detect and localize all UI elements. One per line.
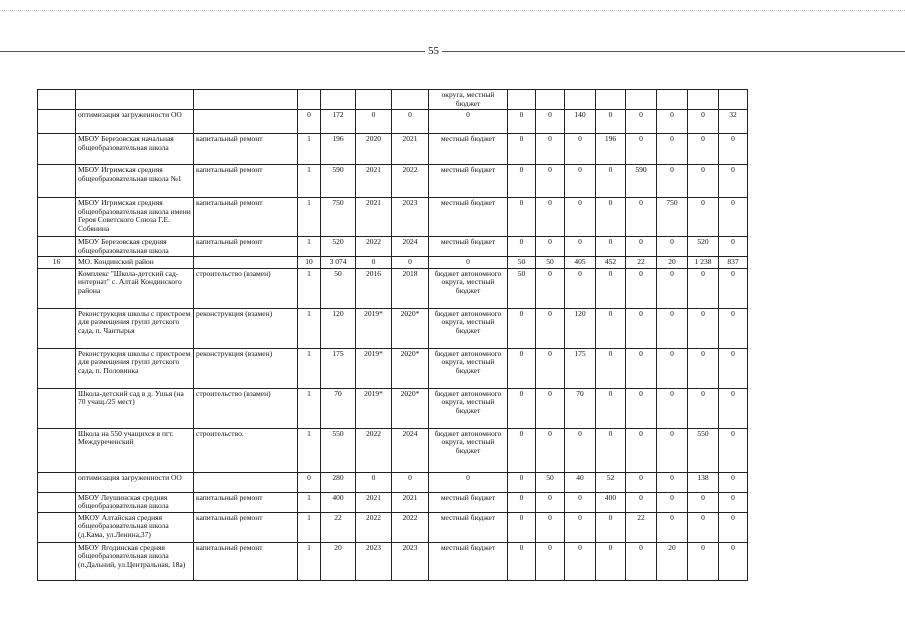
work-type-cell	[194, 90, 298, 110]
value-cell: 0	[719, 165, 748, 198]
value-cell: 0	[719, 492, 748, 512]
row-number-cell	[38, 237, 76, 257]
work-type-cell	[194, 472, 298, 492]
value-cell: 0	[688, 512, 719, 542]
value-cell	[626, 90, 657, 110]
start-year-cell: 2022	[356, 512, 392, 542]
value-cell: 0	[719, 134, 748, 165]
row-number-cell	[38, 308, 76, 348]
capacity-cell: 50	[321, 268, 356, 308]
value-cell: 0	[719, 237, 748, 257]
value-cell: 52	[596, 472, 626, 492]
work-type-cell: строительство.	[194, 428, 298, 472]
row-number-cell	[38, 268, 76, 308]
start-year-cell: 2020	[356, 134, 392, 165]
value-cell: 0	[688, 388, 719, 428]
work-type-cell: капитальный ремонт	[194, 198, 298, 237]
table-row	[38, 237, 748, 257]
capacity-cell: 196	[321, 134, 356, 165]
value-cell: 0	[508, 472, 536, 492]
capacity-cell: 550	[321, 428, 356, 472]
value-cell: 1 238	[688, 257, 719, 269]
value-cell: 0	[565, 237, 596, 257]
funding-source-cell: местный бюджет	[429, 198, 508, 237]
funding-source-cell: местный бюджет	[429, 542, 508, 580]
object-count-cell: 0	[298, 110, 321, 134]
capacity-cell: 22	[321, 512, 356, 542]
funding-source-cell: бюджет автономного округа, местный бюджет	[429, 268, 508, 308]
table-row	[38, 90, 748, 110]
funding-source-cell: местный бюджет	[429, 492, 508, 512]
value-cell: 0	[626, 110, 657, 134]
start-year-cell: 2021	[356, 165, 392, 198]
value-cell: 0	[596, 308, 626, 348]
value-cell: 0	[719, 268, 748, 308]
start-year-cell: 2021	[356, 492, 392, 512]
value-cell: 405	[565, 257, 596, 269]
value-cell: 120	[565, 308, 596, 348]
object-name-cell: Школа-детский сад в д. Ушья (на 70 учащ./25 мест)	[76, 388, 194, 428]
object-name-cell: Школа на 550 учащихся в пгт. Междуреченский	[76, 428, 194, 472]
end-year-cell: 2020*	[392, 348, 429, 388]
value-cell: 0	[596, 348, 626, 388]
value-cell: 0	[508, 492, 536, 512]
object-name-cell: МБОУ Леушинская средняя общеобразовательная школа	[76, 492, 194, 512]
funding-source-cell: бюджет автономного округа, местный бюджет	[429, 428, 508, 472]
end-year-cell	[392, 90, 429, 110]
value-cell: 0	[626, 492, 657, 512]
work-type-cell: капитальный ремонт	[194, 492, 298, 512]
row-number-cell: 16	[38, 257, 76, 269]
capacity-cell: 175	[321, 348, 356, 388]
value-cell: 50	[536, 257, 565, 269]
capacity-cell: 172	[321, 110, 356, 134]
object-name-cell: МБОУ Ягодинская средняя общеобразовательная школа (п.Дальний, ул.Центральная, 18а)	[76, 542, 194, 580]
value-cell: 0	[626, 542, 657, 580]
work-type-cell: капитальный ремонт	[194, 512, 298, 542]
scan-top-edge	[0, 10, 905, 11]
object-count-cell: 1	[298, 492, 321, 512]
end-year-cell: 2022	[392, 512, 429, 542]
value-cell: 0	[565, 492, 596, 512]
value-cell: 0	[536, 428, 565, 472]
value-cell: 0	[626, 237, 657, 257]
object-name-cell: оптимизация загруженности ОО	[76, 110, 194, 134]
value-cell: 0	[719, 198, 748, 237]
row-number-cell	[38, 165, 76, 198]
value-cell: 750	[657, 198, 688, 237]
start-year-cell: 0	[356, 257, 392, 269]
value-cell	[719, 90, 748, 110]
value-cell: 0	[565, 198, 596, 237]
object-count-cell	[298, 90, 321, 110]
value-cell: 70	[565, 388, 596, 428]
value-cell: 196	[596, 134, 626, 165]
value-cell: 0	[565, 428, 596, 472]
value-cell: 0	[657, 388, 688, 428]
value-cell: 138	[688, 472, 719, 492]
table-row	[38, 198, 748, 237]
value-cell: 0	[565, 512, 596, 542]
value-cell: 0	[536, 134, 565, 165]
work-type-cell: капитальный ремонт	[194, 237, 298, 257]
value-cell: 0	[536, 388, 565, 428]
object-count-cell: 10	[298, 257, 321, 269]
value-cell: 0	[596, 428, 626, 472]
value-cell: 0	[719, 542, 748, 580]
row-number-cell	[38, 110, 76, 134]
value-cell: 0	[626, 308, 657, 348]
value-cell: 0	[719, 472, 748, 492]
value-cell: 0	[626, 388, 657, 428]
table-row	[38, 134, 748, 165]
value-cell: 0	[536, 512, 565, 542]
start-year-cell: 2016	[356, 268, 392, 308]
value-cell: 0	[657, 472, 688, 492]
work-type-cell: реконструкция (взамен)	[194, 348, 298, 388]
program-table	[37, 89, 748, 581]
value-cell: 0	[536, 165, 565, 198]
value-cell: 0	[565, 165, 596, 198]
funding-source-cell: округа, местный бюджет	[429, 90, 508, 110]
value-cell: 0	[688, 198, 719, 237]
value-cell: 0	[508, 512, 536, 542]
row-number-cell	[38, 348, 76, 388]
capacity-cell: 120	[321, 308, 356, 348]
work-type-cell: строительство (взамен)	[194, 388, 298, 428]
value-cell: 0	[565, 134, 596, 165]
table-row	[38, 428, 748, 472]
value-cell: 0	[536, 268, 565, 308]
value-cell: 0	[508, 110, 536, 134]
value-cell	[657, 90, 688, 110]
value-cell: 0	[508, 428, 536, 472]
table-row	[38, 348, 748, 388]
value-cell: 0	[719, 428, 748, 472]
object-count-cell: 1	[298, 348, 321, 388]
object-name-cell: МБОУ Игримская средняя общеобразовательная школа №1	[76, 165, 194, 198]
table-row	[38, 388, 748, 428]
work-type-cell: капитальный ремонт	[194, 542, 298, 580]
value-cell: 40	[565, 472, 596, 492]
end-year-cell: 0	[392, 472, 429, 492]
start-year-cell: 2019*	[356, 308, 392, 348]
value-cell: 0	[596, 542, 626, 580]
value-cell: 0	[657, 110, 688, 134]
header-rule	[0, 51, 905, 52]
object-count-cell: 1	[298, 308, 321, 348]
row-number-cell	[38, 472, 76, 492]
end-year-cell: 2022	[392, 165, 429, 198]
start-year-cell: 2019*	[356, 348, 392, 388]
end-year-cell: 2020*	[392, 388, 429, 428]
funding-source-cell: местный бюджет	[429, 237, 508, 257]
value-cell: 452	[596, 257, 626, 269]
value-cell: 0	[719, 308, 748, 348]
page-number: 55	[425, 45, 442, 57]
table-row	[38, 110, 748, 134]
value-cell: 0	[688, 542, 719, 580]
value-cell: 0	[626, 348, 657, 388]
value-cell: 550	[688, 428, 719, 472]
end-year-cell: 0	[392, 110, 429, 134]
work-type-cell	[194, 257, 298, 269]
object-name-cell: Комплекс "Школа-детский сад-интернат" с. Алтай Кондинского района	[76, 268, 194, 308]
value-cell: 0	[657, 348, 688, 388]
value-cell: 0	[508, 348, 536, 388]
start-year-cell: 2019*	[356, 388, 392, 428]
end-year-cell: 2018	[392, 268, 429, 308]
value-cell: 0	[688, 110, 719, 134]
value-cell	[536, 90, 565, 110]
end-year-cell: 2023	[392, 198, 429, 237]
object-name-cell: МКОУ Алтайская средняя общеобразовательная школа (д.Кама, ул.Ленина,37)	[76, 512, 194, 542]
row-number-cell	[38, 428, 76, 472]
value-cell: 50	[508, 257, 536, 269]
end-year-cell: 2023	[392, 542, 429, 580]
value-cell: 0	[657, 428, 688, 472]
object-name-cell: МО. Кондинский район	[76, 257, 194, 269]
value-cell: 0	[657, 268, 688, 308]
value-cell: 0	[565, 542, 596, 580]
table-row	[38, 257, 748, 269]
capacity-cell: 3 074	[321, 257, 356, 269]
capacity-cell: 70	[321, 388, 356, 428]
value-cell: 0	[688, 492, 719, 512]
value-cell: 0	[657, 165, 688, 198]
value-cell: 0	[688, 308, 719, 348]
work-type-cell: капитальный ремонт	[194, 165, 298, 198]
row-number-cell	[38, 492, 76, 512]
table-row	[38, 472, 748, 492]
object-count-cell: 1	[298, 165, 321, 198]
object-count-cell: 1	[298, 542, 321, 580]
table-row	[38, 165, 748, 198]
funding-source-cell: бюджет автономного округа, местный бюджет	[429, 308, 508, 348]
end-year-cell: 0	[392, 257, 429, 269]
table-row	[38, 512, 748, 542]
work-type-cell	[194, 110, 298, 134]
end-year-cell: 2020*	[392, 308, 429, 348]
funding-source-cell: 0	[429, 472, 508, 492]
value-cell: 0	[508, 134, 536, 165]
capacity-cell: 280	[321, 472, 356, 492]
value-cell: 20	[657, 542, 688, 580]
capacity-cell: 20	[321, 542, 356, 580]
capacity-cell: 590	[321, 165, 356, 198]
value-cell: 590	[626, 165, 657, 198]
value-cell: 20	[657, 257, 688, 269]
value-cell: 0	[508, 165, 536, 198]
row-number-cell	[38, 542, 76, 580]
value-cell: 0	[536, 492, 565, 512]
funding-source-cell: 0	[429, 257, 508, 269]
work-type-cell: реконструкция (взамен)	[194, 308, 298, 348]
value-cell: 0	[657, 492, 688, 512]
row-number-cell	[38, 512, 76, 542]
object-count-cell: 1	[298, 268, 321, 308]
value-cell: 50	[536, 472, 565, 492]
value-cell: 22	[626, 257, 657, 269]
table-row	[38, 542, 748, 580]
value-cell: 0	[596, 110, 626, 134]
value-cell: 0	[536, 198, 565, 237]
start-year-cell: 2022	[356, 428, 392, 472]
value-cell: 0	[508, 237, 536, 257]
funding-source-cell: местный бюджет	[429, 512, 508, 542]
end-year-cell: 2021	[392, 492, 429, 512]
end-year-cell: 2024	[392, 237, 429, 257]
funding-source-cell: местный бюджет	[429, 165, 508, 198]
object-name-cell: Реконструкция школы с пристроем для размещения групп детского сада, п. Половинка	[76, 348, 194, 388]
start-year-cell	[356, 90, 392, 110]
value-cell: 0	[508, 542, 536, 580]
value-cell: 0	[596, 237, 626, 257]
value-cell: 0	[536, 237, 565, 257]
value-cell: 0	[536, 110, 565, 134]
object-count-cell: 1	[298, 388, 321, 428]
value-cell: 0	[688, 165, 719, 198]
object-count-cell: 1	[298, 428, 321, 472]
value-cell: 0	[688, 348, 719, 388]
value-cell: 0	[536, 542, 565, 580]
value-cell: 0	[626, 428, 657, 472]
work-type-cell: капитальный ремонт	[194, 134, 298, 165]
funding-source-cell: местный бюджет	[429, 134, 508, 165]
object-name-cell: МБОУ Березовская начальная общеобразовательная школа	[76, 134, 194, 165]
value-cell: 0	[657, 512, 688, 542]
start-year-cell: 0	[356, 110, 392, 134]
work-type-cell: строительство (взамен)	[194, 268, 298, 308]
value-cell: 0	[688, 268, 719, 308]
value-cell: 0	[626, 472, 657, 492]
row-number-cell	[38, 90, 76, 110]
value-cell: 140	[565, 110, 596, 134]
value-cell: 400	[596, 492, 626, 512]
value-cell	[508, 90, 536, 110]
table-body	[38, 90, 748, 581]
value-cell: 0	[596, 388, 626, 428]
value-cell: 0	[657, 134, 688, 165]
value-cell: 0	[536, 348, 565, 388]
object-count-cell: 1	[298, 512, 321, 542]
funding-source-cell: бюджет автономного округа, местный бюджет	[429, 388, 508, 428]
value-cell: 0	[565, 268, 596, 308]
object-name-cell: МБОУ Игримская средняя общеобразовательная школа имени Героя Советского Союза Г.Е. Собянина	[76, 198, 194, 237]
value-cell: 0	[626, 134, 657, 165]
table-row	[38, 308, 748, 348]
start-year-cell: 2021	[356, 198, 392, 237]
value-cell: 0	[596, 198, 626, 237]
table-row	[38, 492, 748, 512]
value-cell: 0	[596, 165, 626, 198]
value-cell: 0	[719, 348, 748, 388]
funding-source-cell: бюджет автономного округа, местный бюджет	[429, 348, 508, 388]
capacity-cell: 750	[321, 198, 356, 237]
value-cell: 0	[657, 237, 688, 257]
value-cell: 0	[508, 308, 536, 348]
capacity-cell	[321, 90, 356, 110]
value-cell: 175	[565, 348, 596, 388]
end-year-cell: 2021	[392, 134, 429, 165]
value-cell: 837	[719, 257, 748, 269]
value-cell	[565, 90, 596, 110]
value-cell	[688, 90, 719, 110]
start-year-cell: 0	[356, 472, 392, 492]
start-year-cell: 2023	[356, 542, 392, 580]
row-number-cell	[38, 388, 76, 428]
object-name-cell: Реконструкция школы с пристроем для размещения групп детского сада, п. Чантырья	[76, 308, 194, 348]
end-year-cell: 2024	[392, 428, 429, 472]
value-cell: 0	[596, 512, 626, 542]
value-cell: 0	[508, 388, 536, 428]
object-count-cell: 0	[298, 472, 321, 492]
capacity-cell: 400	[321, 492, 356, 512]
value-cell: 0	[719, 512, 748, 542]
value-cell	[596, 90, 626, 110]
value-cell: 0	[719, 388, 748, 428]
value-cell: 0	[626, 198, 657, 237]
object-count-cell: 1	[298, 198, 321, 237]
value-cell: 520	[688, 237, 719, 257]
value-cell: 32	[719, 110, 748, 134]
object-count-cell: 1	[298, 237, 321, 257]
start-year-cell: 2022	[356, 237, 392, 257]
value-cell: 0	[626, 268, 657, 308]
value-cell: 0	[688, 134, 719, 165]
row-number-cell	[38, 198, 76, 237]
object-name-cell	[76, 90, 194, 110]
value-cell: 50	[508, 268, 536, 308]
object-name-cell: МБОУ Березовская средняя общеобразовательная школа	[76, 237, 194, 257]
funding-source-cell: 0	[429, 110, 508, 134]
value-cell: 0	[657, 308, 688, 348]
capacity-cell: 520	[321, 237, 356, 257]
value-cell: 0	[508, 198, 536, 237]
object-name-cell: оптимизация загруженности ОО	[76, 472, 194, 492]
table-row	[38, 268, 748, 308]
value-cell: 22	[626, 512, 657, 542]
value-cell: 0	[536, 308, 565, 348]
object-count-cell: 1	[298, 134, 321, 165]
value-cell: 0	[596, 268, 626, 308]
row-number-cell	[38, 134, 76, 165]
